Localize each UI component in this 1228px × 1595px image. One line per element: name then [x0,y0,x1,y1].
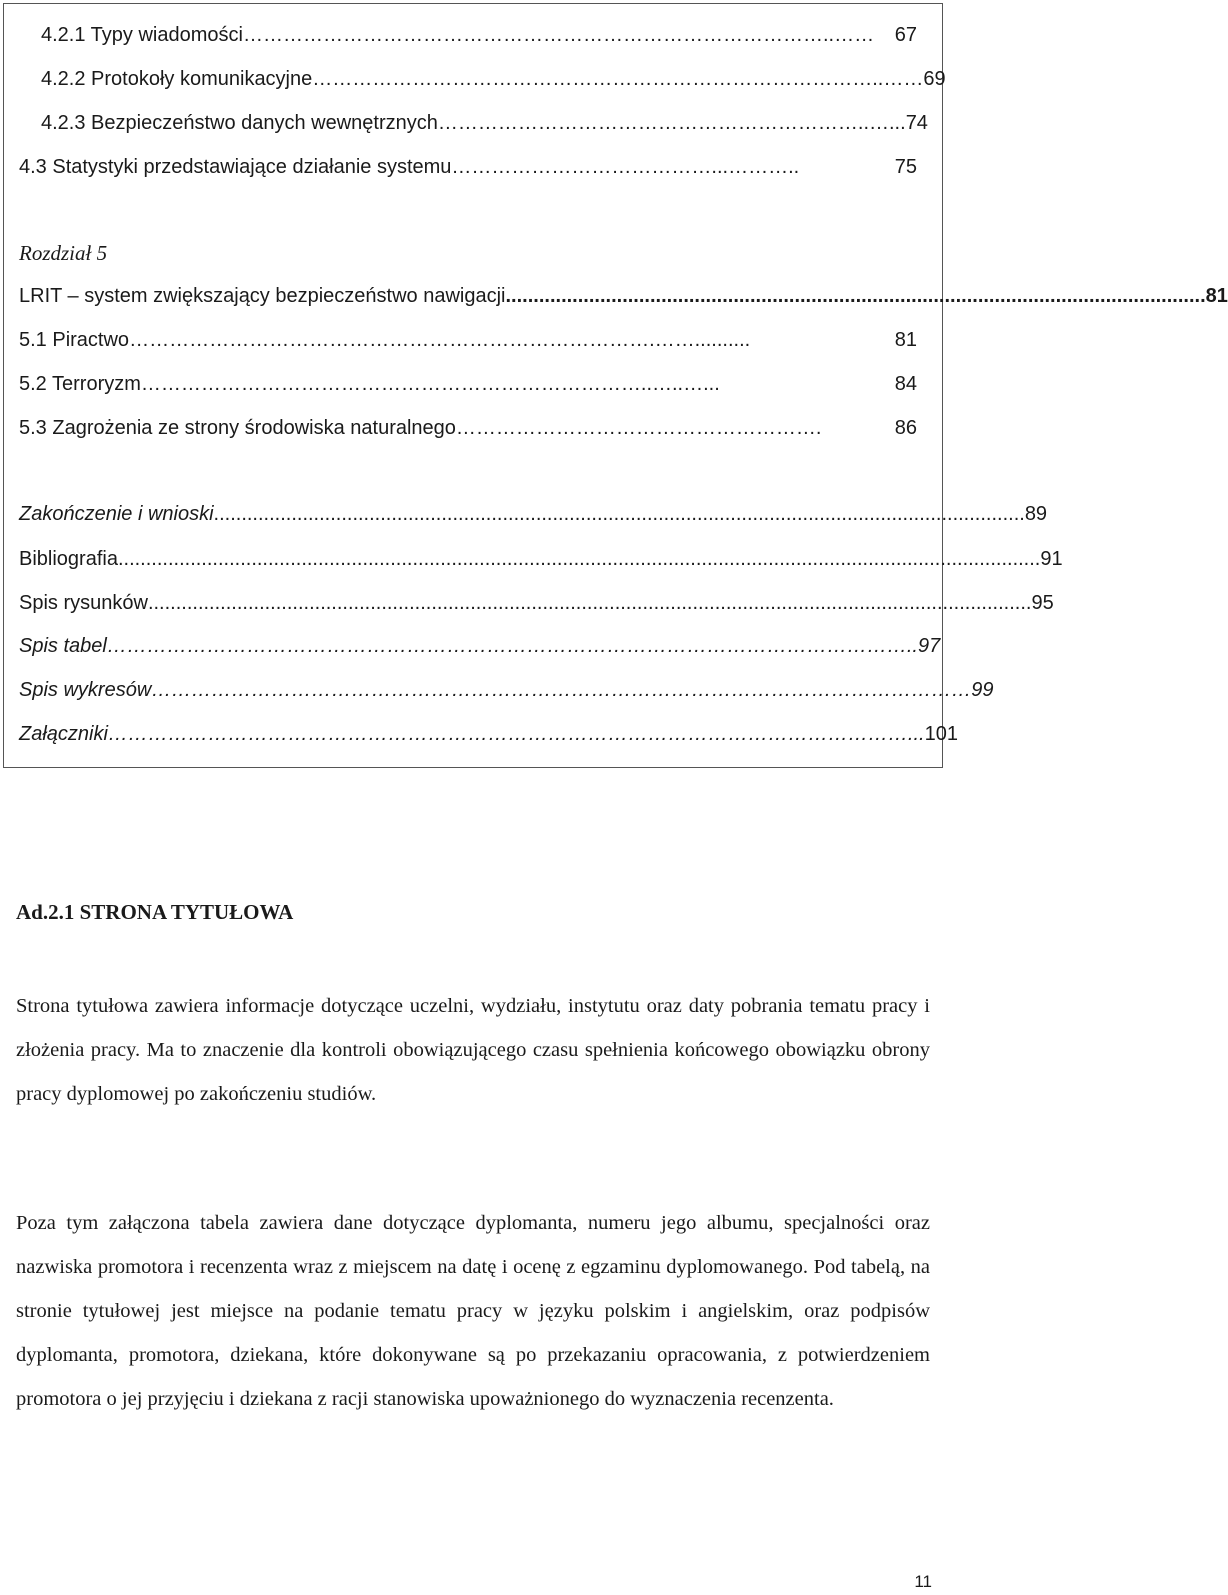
toc-entry-charts[interactable]: Spis wykresów …………………………………………………………………………………………………………… 99 [19,679,994,701]
toc-entry-5-2[interactable]: 5.2 Terroryzm …………………………………………………………………..…..…... 84 [19,373,917,395]
toc-entry-4-2-2[interactable]: 4.2.2 Protokoły komunikacyjne …………………………………………………………………………..…… 69 [41,68,946,90]
toc-entry-4-2-3[interactable]: 4.2.3 Bezpieczeństwo danych wewnętrznych ………………………………………………………..…... 74 [41,112,928,134]
toc-entry-4-3[interactable]: 4.3 Statystyki przedstawiające działanie systemu …………………………………...……….. 75 [19,156,917,178]
section-heading: Ad.2.1 STRONA TYTUŁOWA [16,900,294,924]
paragraph-1: Strona tytułowa zawiera informacje dotyczące uczelni, wydziału, instytutu oraz daty pobrania tematu pracy i złożenia pracy. Ma to znaczenie dla kontroli obowiązującego czasu spełnienia końcowego obowiązku obrony pracy dyplomowej po zakończeniu studiów. [16,995,930,1105]
toc-entry-5-3[interactable]: 5.3 Zagrożenia ze strony środowiska naturalnego ………………………………………………. 86 [19,417,917,439]
page-number: 11 [914,1572,932,1591]
toc-entry-chapter-5[interactable]: LRIT – system zwiększający bezpieczeństwo nawigacji .............................................................................................................................. 81 [19,285,1228,307]
toc-entry-tables[interactable]: Spis tabel ………………………………………………………………………………………………………….. 97 [19,635,941,657]
paragraph-2: Poza tym załączona tabela zawiera dane dotyczące dyplomanta, numeru jego albumu, specjalności oraz nazwiska promotora i recenzenta wraz z miejscem na datę i ocenę z egzaminu dyplomowanego. Pod tabelą, na stronie tytułowej jest miejsce na podanie tematu pracy w języku polskim i angielskim, oraz podpisów dyplomanta, promotora, dziekana, które dokonywane są po przekazaniu opracowania, z potwierdzeniem promotora o jej przyjęciu i dziekana z racji stanowiska upoważnionego do wyznaczenia recenzenta. [16,1212,930,1410]
toc-entry-bibliography[interactable]: Bibliografia ...................................................................................................................................................................... 91 [19,548,1063,570]
toc-entry-4-2-1[interactable]: 4.2.1 Typy wiadomości ……………………………………………………………………………..…… 67 [41,24,917,46]
toc-entry-figures[interactable]: Spis rysunków ............................................................................................................................................................... 95 [19,592,1054,614]
toc-entry-conclusion[interactable]: Zakończenie i wnioski .................................................................................................................................................. 89 [19,503,1048,525]
toc-entry-appendices[interactable]: Załączniki …………………………………………………………………………………………………………... 101 [19,723,958,745]
chapter-5-heading: Rozdział 5 [19,241,108,265]
toc-entry-5-1[interactable]: 5.1 Piractwo …………………………………………………………………….…….......... 81 [19,329,917,351]
table-of-contents-box [3,3,1228,768]
